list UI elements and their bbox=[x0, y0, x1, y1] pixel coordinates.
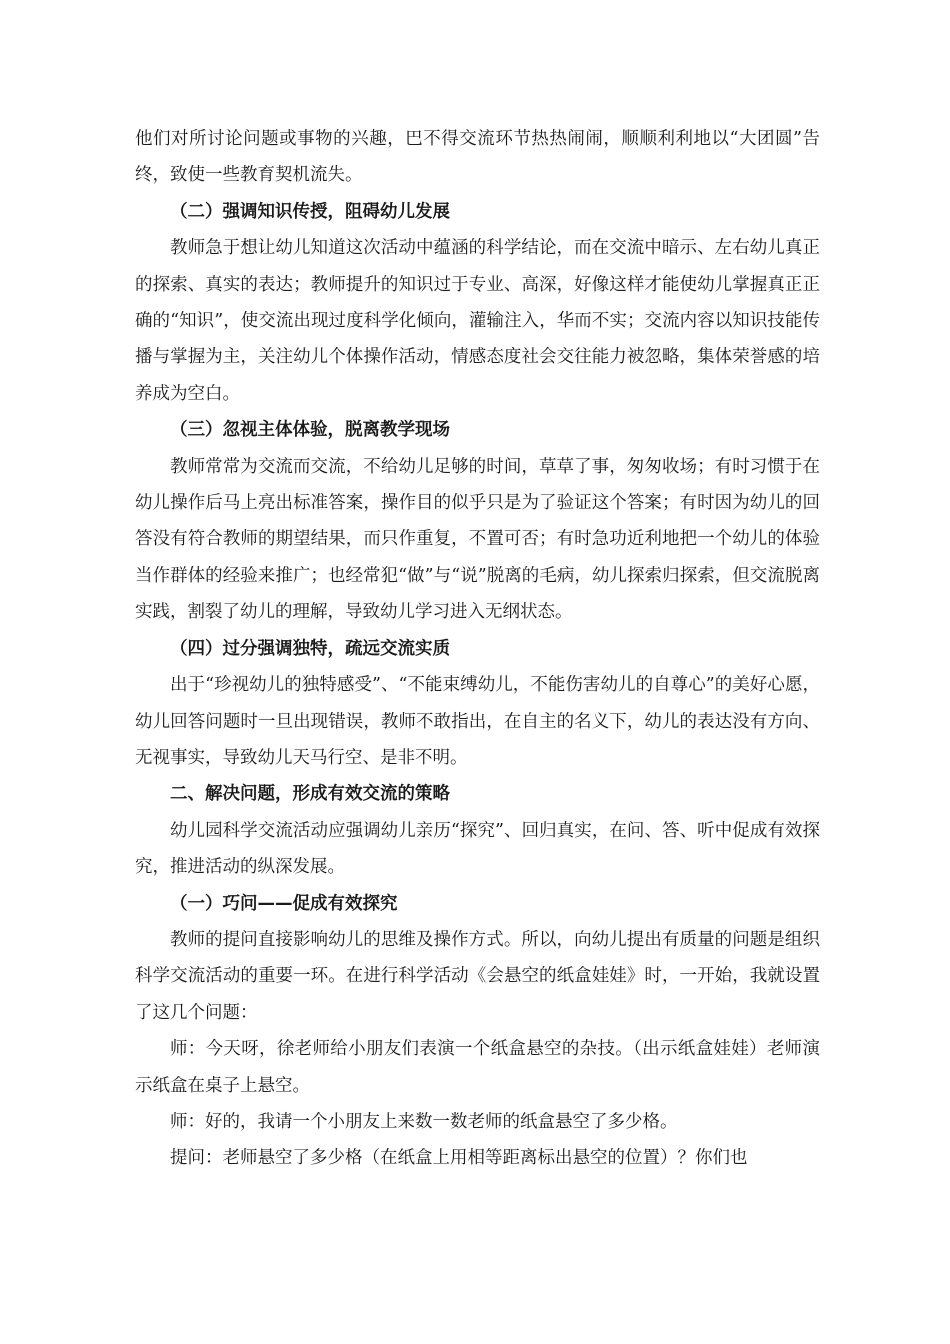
paragraph: 教师的提问直接影响幼儿的思维及操作方式。所以，向幼儿提出有质量的问题是组织科学交流活动的重要一环。在进行科学活动《会悬空的纸盒娃娃》时，一开始，我就设置了这几个问题： bbox=[135, 929, 820, 1023]
paragraph: 教师常常为交流而交流，不给幼儿足够的时间，草草了事，匆匆收场；有时习惯于在幼儿操作后马上亮出标准答案，操作目的似乎只是为了验证这个答案；有时因为幼儿的回答没有符合教师的期望结果，而只作重复，不置可否；有时急功近利地把一个幼儿的体验当作群体的经验来推广；也经常犯“做”与“说”脱离的毛病，幼儿探索归探索，但交流脱离实践，割裂了幼儿的理解，导致幼儿学习进入无纲状态。 bbox=[135, 456, 820, 623]
section-heading-2: （二）强调知识传授，阻碍幼儿发展 bbox=[170, 201, 450, 222]
dialogue-line: 师：好的，我请一个小朋友上来数一数老师的纸盒悬空了多少格。 bbox=[170, 1111, 678, 1132]
section-heading-1: （一）巧问——促成有效探究 bbox=[170, 893, 398, 914]
chapter-heading-2: 二、解决问题，形成有效交流的策略 bbox=[170, 784, 450, 805]
paragraph: 教师急于想让幼儿知道这次活动中蕴涵的科学结论，而在交流中暗示、左右幼儿真正的探索、真实的表达；教师提升的知识过于专业、高深，好像这样才能使幼儿掌握真正正确的“知识”，使交流出现过度科学化倾向，灌输注入，华而不实；交流内容以知识技能传播与掌握为主，关注幼儿个体操作活动，情感态度社会交往能力被忽略，集体荣誉感的培养成为空白。 bbox=[135, 238, 820, 404]
paragraph: 幼儿园科学交流活动应强调幼儿亲历“探究”、回归真实，在问、答、听中促成有效探究，推进活动的纵深发展。 bbox=[135, 820, 820, 878]
dialogue-line: 师：今天呀，徐老师给小朋友们表演一个纸盒悬空的杂技。（出示纸盒娃娃）老师演示纸盒在桌子上悬空。 bbox=[135, 1039, 820, 1096]
paragraph: 出于“珍视幼儿的独特感受”、“不能束缚幼儿，不能伤害幼儿的自尊心”的美好心愿，幼儿回答问题时一旦出现错误，教师不敢指出，在自主的名义下，幼儿的表达没有方向、无视事实，导致幼儿天马行空、是非不明。 bbox=[135, 675, 820, 768]
section-heading-3: （三）忽视主体体验，脱离教学现场 bbox=[170, 420, 450, 441]
paragraph-continuation: 他们对所讨论问题或事物的兴趣，巴不得交流环节热热闹闹，顺顺利利地以“大团圆”告终，致使一些教育契机流失。 bbox=[135, 129, 820, 186]
document-page bbox=[135, 121, 820, 1177]
dialogue-line: 提问：老师悬空了多少格（在纸盒上用相等距离标出悬空的位置）？你们也 bbox=[170, 1148, 748, 1169]
section-heading-4: （四）过分强调独特，疏远交流实质 bbox=[170, 638, 450, 659]
